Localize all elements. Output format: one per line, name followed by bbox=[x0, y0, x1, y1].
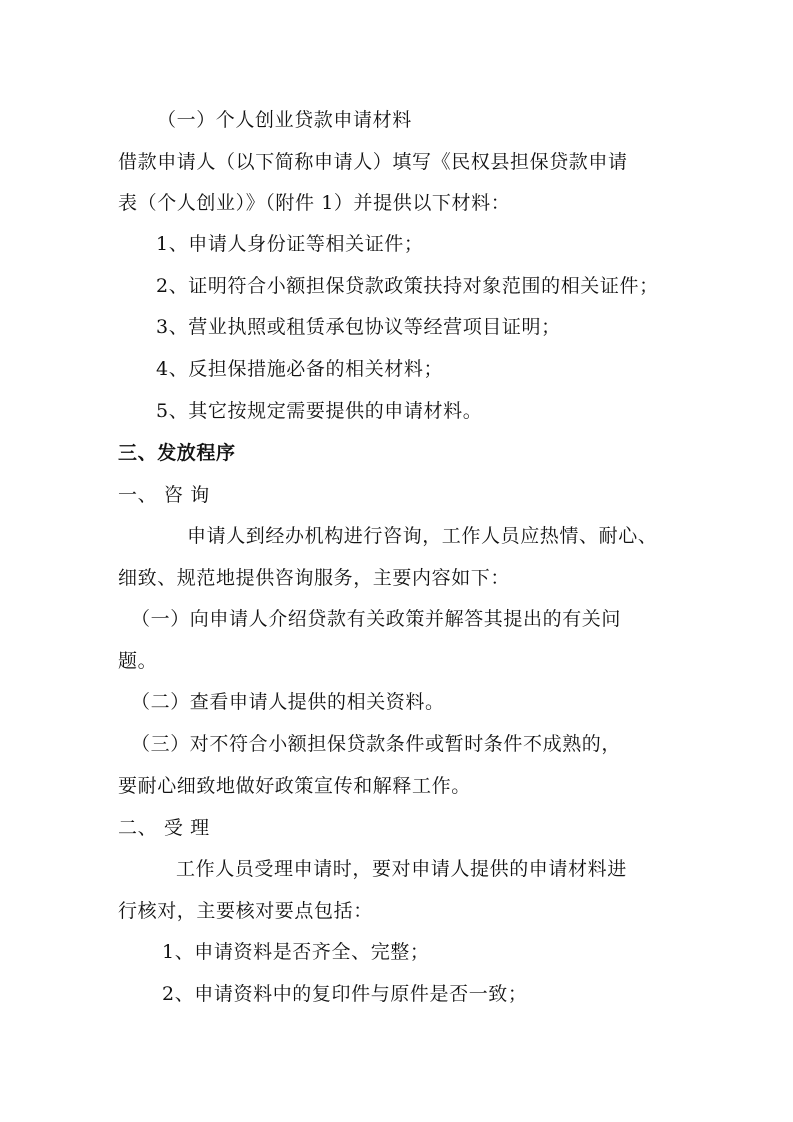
consult-item-3-line-2: 要耐心细致地做好政策宣传和解释工作。 bbox=[118, 775, 471, 797]
accept-paragraph-line-1: 工作人员受理申请时，要对申请人提供的申请材料进 bbox=[176, 858, 627, 880]
intro-paragraph-line-2: 表（个人创业）》（附件 1）并提供以下材料： bbox=[118, 192, 511, 214]
consult-paragraph-line-1: 申请人到经办机构进行咨询，工作人员应热情、耐心、 bbox=[187, 525, 658, 547]
intro-paragraph-line-1: 借款申请人（以下简称申请人）填写《民权县担保贷款申请 bbox=[118, 151, 628, 173]
subheading-acceptance: 二、 受 理 bbox=[118, 817, 210, 839]
consult-item-1-line-2: 题。 bbox=[118, 650, 158, 672]
consult-item-2: （二）查看申请人提供的相关资料。 bbox=[131, 691, 445, 713]
consult-paragraph-line-2: 细致、规范地提供咨询服务，主要内容如下： bbox=[118, 567, 511, 589]
accept-item-2: 2、申请资料中的复印件与原件是否一致； bbox=[162, 983, 528, 1005]
material-item-1: 1、申请人身份证等相关证件； bbox=[156, 233, 424, 255]
material-item-5: 5、其它按规定需要提供的申请材料。 bbox=[156, 400, 483, 422]
section-title-personal-loan-materials: （一）个人创业贷款申请材料 bbox=[157, 109, 412, 131]
subheading-consultation: 一、 咨 询 bbox=[118, 484, 210, 506]
consult-item-3-line-1: （三）对不符合小额担保贷款条件或暂时条件不成熟的， bbox=[131, 733, 622, 755]
accept-paragraph-line-2: 行核对，主要核对要点包括： bbox=[118, 900, 373, 922]
accept-item-1: 1、申请资料是否齐全、完整； bbox=[162, 941, 430, 963]
material-item-3: 3、营业执照或租赁承包协议等经营项目证明； bbox=[156, 316, 561, 338]
material-item-2: 2、证明符合小额担保贷款政策扶持对象范围的相关证件； bbox=[156, 275, 659, 297]
consult-item-1-line-1: （一）向申请人介绍贷款有关政策并解答其提出的有关问 bbox=[131, 608, 622, 630]
material-item-4: 4、反担保措施必备的相关材料； bbox=[156, 358, 444, 380]
section-heading-issuance-procedure: 三、发放程序 bbox=[118, 442, 236, 464]
